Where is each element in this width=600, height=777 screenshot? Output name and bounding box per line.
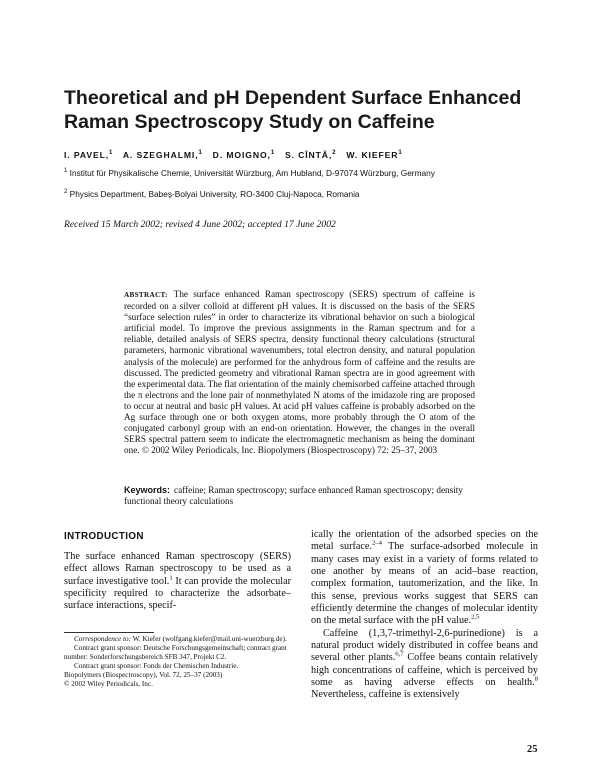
author: W. KIEFER$^1$ [346,150,403,160]
author: A. SZEGHALMI,$^1$ [122,150,203,160]
intro-right-column [311,529,538,702]
author-list [64,150,403,160]
abstract [124,289,475,456]
received-dates: Received 15 March 2002; revised 4 June 2002; accepted 17 June 2002 [64,219,336,230]
affiliation-2: $^2$ Physics Department, Babeş-Bolyai University, RO-3400 Cluj-Napoca, Romania [64,189,360,199]
footnote-divider [64,632,154,633]
abstract-label: ABSTRACT: [124,291,168,299]
author: D. MOIGNO,$^1$ [212,150,276,160]
section-heading-introduction: INTRODUCTION [64,531,144,542]
intro-left-column [64,551,291,613]
author: S. CÎNTĂ,$^2$ [284,150,337,160]
citation: 1 [169,574,173,582]
intro-paragraph: The surface enhanced Raman spectroscopy (SERS) effect allows Raman spectroscopy to be used as a surface investigative tool.$^1$ It can provide the molecular specificity required to characterize the adsorbate–surface interactions, specif- [64,551,291,612]
intro-paragraph: ically the orientation of the adsorbed species on the metal surface.$^{2-4}$ The surface-adsorbed molecule in many cases may exist in a variety of forms related to one another by means of an acid–base reaction, complex formation, tautomerization, and the like. In this sense, previous works suggest that SERS can efficiently determine the changes of molecular identity on the metal surface with the pH value.$^{2,5}$ [311,529,538,627]
copyright: © 2002 Wiley Periodicals, Inc. [64,680,153,689]
keywords [124,485,475,507]
correspondence: W. Kiefer (wolfgang.kiefer@mail.uni-wuerzburg.de). [132,635,287,643]
paper-title: Theoretical and pH Dependent Surface Enhanced Raman Spectroscopy Study on Caffeine [64,87,522,133]
citation: 2,5 [471,614,480,622]
grant-sponsor-1: Contract grant sponsor: Deutsche Forschungsgemeinschaft; contract grant number: Sonderforschungsbereich SFB 347, Projekt C2. [64,644,287,662]
page-number: 25 [527,744,538,755]
footnotes: Correspondence to: W. Kiefer (wolfgang.kiefer@mail.uni-wuerzburg.de). Contract grant sponsor: Deutsche Forschungsgemeinschaft; contract grant number: Sonderforschungsbereich SFB 347, Projekt C2. Contract grant sponsor: Fonds der Chemischen Industrie. Biopolymers (Biospectroscopy), Vol. 72, 25–37 (2003) © 2002 Wiley Periodicals, Inc. [64,635,291,690]
affiliation-1: $^1$ Institut für Physikalische Chemie, Universität Würzburg, Am Hubland, D-97074 Würzburg, Germany [64,168,435,178]
abstract-text: The surface enhanced Raman spectroscopy (SERS) spectrum of caffeine is recorded on a silver colloid at different pH values. It is discussed on the basis of the SERS “surface selection rules” in order to characterize its vibrational behavior on such a biological artificial model. To improve the previous assignments in the Raman spectrum and for a reliable, detailed analysis of SERS spectra, density functional theory calculations (structural parameters, harmonic vibrational wavenumbers, total electron density, and natural population analysis of the molecule) are performed for the anhydrous form of caffeine and the results are discussed. The predicted geometry and vibrational Raman spectra are in good agreement with the experimental data. The flat orientation of the mainly chemisorbed caffeine attached through the π electrons and the lone pair of nonmethylated N atoms of the imidazole ring are proposed to occur at neutral and basic pH values. At acid pH values caffeine is probably adsorbed on the Ag surface through one or both oxygen atoms, more probably through the O atom of the conjugated carbonyl group with an end-on orientation. However, the changes in the overall SERS spectral pattern seem to indicate the electromagnetic mechanism as being the dominant one. © 2002 Wiley Periodicals, Inc. Biopolymers (Biospectroscopy) 72: 25–37, 2003 [124,289,475,456]
citation: 8 [534,675,538,683]
keywords-text: caffeine; Raman spectroscopy; surface enhanced Raman spectroscopy; density functional theory calculations [124,485,463,507]
author: I. PAVEL,$^1$ [64,150,114,160]
intro-paragraph: Caffeine (1,3,7-trimethyl-2,6-purinedione) is a natural product widely distributed in coffee beans and several other plants.$^{6,7}$ Coffee beans contain relatively high concentrations of caffeine, which is perceived by some as having adverse effects on health.$^8$ Nevertheless, caffeine is extensively [311,627,538,701]
citation: 2–4 [372,539,382,547]
keywords-label: Keywords: [124,485,171,495]
grant-sponsor-2: Contract grant sponsor: Fonds der Chemischen Industrie. [74,662,239,671]
journal-citation: Biopolymers (Biospectroscopy), Vol. 72, 25–37 (2003) [64,671,223,680]
citation: 6,7 [395,651,404,659]
